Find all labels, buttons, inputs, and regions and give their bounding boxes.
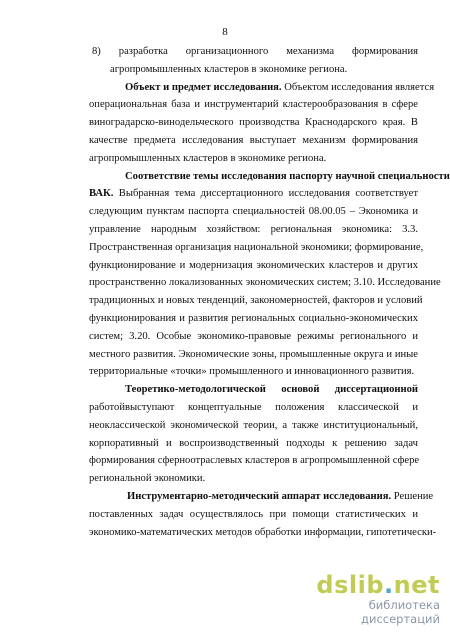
vak-line: функционирование и модернизация экономических кластеров и других (89, 259, 418, 271)
vak-line: местного развития. Экономические зоны, промышленные округа и иные (89, 348, 418, 360)
method-line: неоклассической экономической теории, а также институциональный, (89, 419, 418, 431)
object-line: качестве предмета исследования выступает механизм формирования (89, 134, 418, 146)
list-text-1: разработка организационного механизма формирования (118, 46, 418, 57)
vak-heading-line (89, 168, 450, 186)
vak-line: управление народным хозяйством: региональная экономика: 3.3. (89, 223, 418, 235)
vak-line: функционирования и развития региональных социально-экономических (89, 312, 418, 324)
vak-heading-end: ВАК. (89, 188, 114, 200)
vak-line (89, 185, 418, 203)
page-number: 8 (222, 26, 228, 38)
vak-line: следующим пунктам паспорта специальностей 08.00.05 – Экономика и (89, 206, 418, 218)
logo-dot: . (384, 571, 394, 599)
tools-line: экономико-математических методов обработки информации, гипотетически- (89, 526, 437, 538)
object-text-start: Объектом исследования является (281, 81, 435, 93)
method-line: формирования сферноотраслевых кластеров в агропромышленной сфере (89, 455, 420, 467)
object-heading: Объект и предмет исследования. (125, 81, 282, 93)
vak-heading: Соответствие темы исследования паспорту научной специальности (125, 170, 450, 182)
object-heading-line (89, 79, 435, 97)
page-content (89, 43, 450, 541)
object-line: операциональная база и инструментарий кластерообразования в сфере (89, 99, 418, 111)
vak-line: территориальные «точки» промышленного и инновационного развития. (89, 366, 415, 378)
vak-line: традиционных и новых тенденций, закономерностей, факторов и условий (89, 295, 423, 307)
tools-heading-line (89, 488, 434, 506)
vak-line: пространственно локализованных экономических систем; 3.10. Исследование (89, 277, 441, 289)
vak-text-start: Выбранная тема диссертационного исследования соответствует (113, 188, 418, 200)
dslib-watermark (290, 573, 440, 626)
method-heading-line (89, 381, 418, 399)
list-item-line-1 (89, 43, 418, 61)
vak-line: систем; 3.20. Особые экономико-правовые режимы регионального и (89, 330, 418, 342)
object-line: агропромышленных кластеров в экономике региона. (89, 152, 327, 164)
method-line: региональной экономики. (89, 473, 206, 485)
tools-heading: Инструментарно-методический аппарат исследования. (127, 490, 392, 502)
dslib-logo (290, 573, 440, 597)
method-line: корпоративный и воспроизводственный подходы к решению задач (89, 437, 418, 449)
method-line: работойвыступают концептуальные положения классической и (89, 401, 418, 413)
object-line: виноградарско-винодельческого производства Краснодарского края. В (89, 117, 418, 129)
logo-tld: net (393, 571, 440, 599)
list-item-line-2: агропромышленных кластеров в экономике региона. (110, 63, 348, 75)
vak-line: Пространственная организация национальной экономики; формирование, (89, 241, 424, 253)
list-marker: 8) (92, 46, 101, 57)
tools-text-start: Решение (391, 490, 434, 502)
logo-main: dslib (316, 571, 385, 599)
method-heading: Теоретико-методологической основой диссертационной (125, 384, 418, 396)
watermark-subtitle: библиотека диссертаций (361, 598, 440, 626)
tools-line: поставленных задач осуществлялось при помощи статистических и (89, 508, 418, 520)
